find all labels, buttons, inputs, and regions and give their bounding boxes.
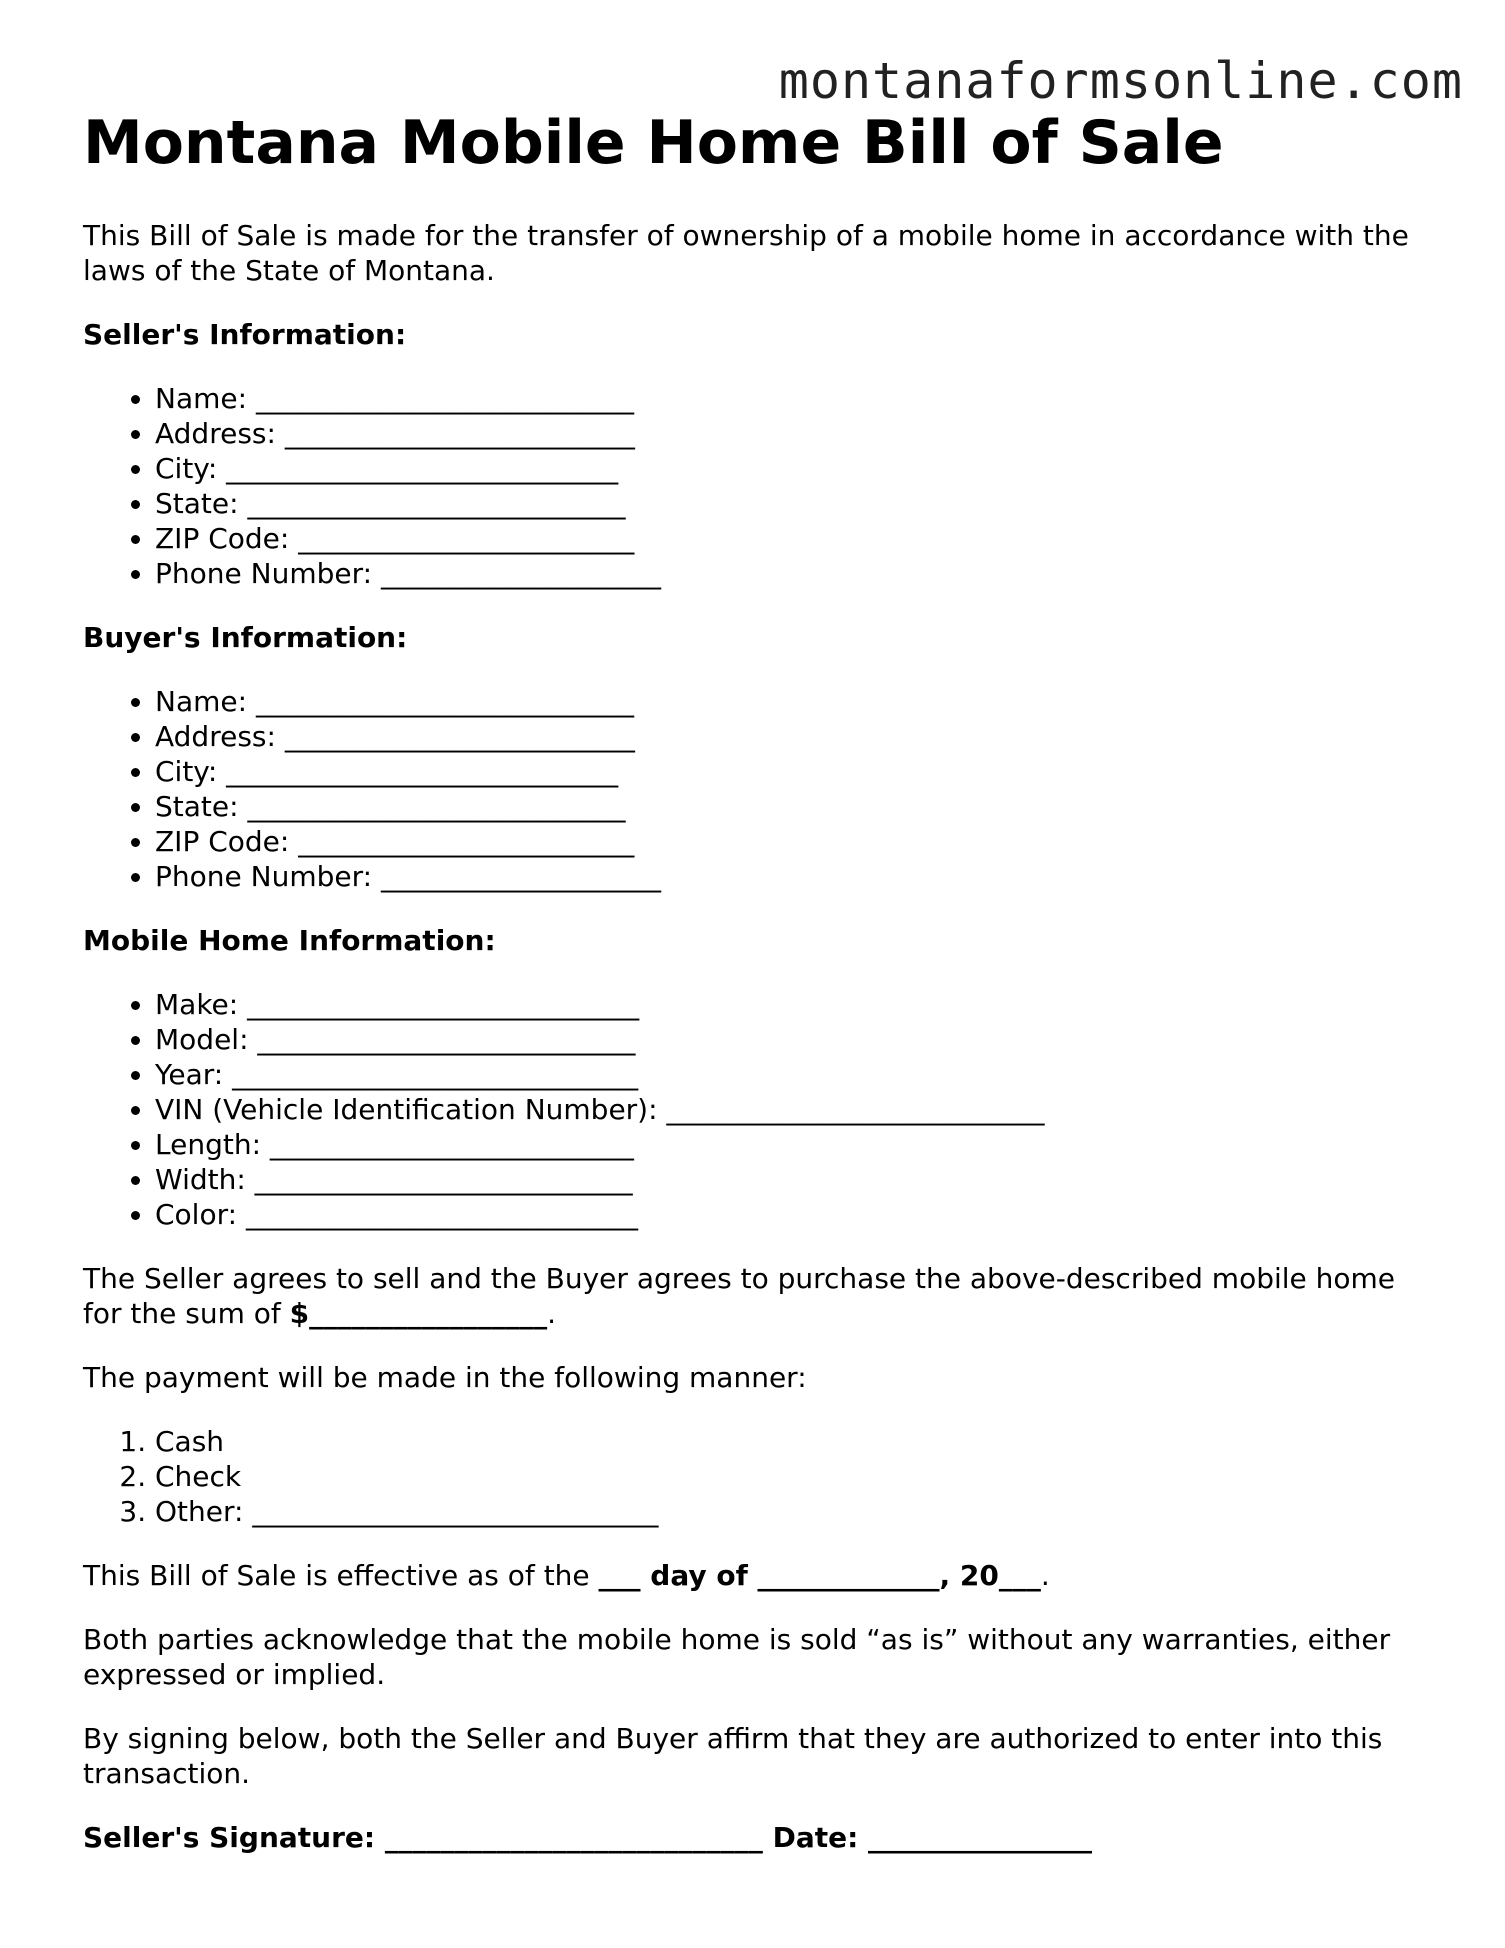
width-field: • Width: ___________________________ xyxy=(155,1162,1428,1197)
mobile-home-fields-list xyxy=(83,987,1428,1232)
seller-state-field: • State: ___________________________ xyxy=(155,486,1428,521)
watermark: montanaformsonline.com xyxy=(778,52,1463,110)
seller-heading: Seller's Information: xyxy=(83,318,407,351)
sale-paragraph xyxy=(83,1261,1428,1331)
intro-paragraph: This Bill of Sale is made for the transfer of ownership of a mobile home in accordance with the laws of the State of Montana. xyxy=(83,219,1409,287)
payment-option-other: 3. Other: _____________________________ xyxy=(155,1494,1428,1529)
seller-fields-list xyxy=(83,381,1428,591)
payment-intro: The payment will be made in the following manner: xyxy=(83,1361,807,1394)
sale-text: The Seller agrees to sell and the Buyer agrees to purchase the above-described mobile home for the sum of xyxy=(83,1262,1396,1330)
buyer-heading: Buyer's Information: xyxy=(83,621,408,654)
year-field: • Year: _____________________________ xyxy=(155,1057,1428,1092)
payment-options-list xyxy=(83,1424,1428,1529)
effective-end: . xyxy=(1040,1559,1050,1592)
seller-name-field: • Name: ___________________________ xyxy=(155,381,1428,416)
effective-date-paragraph xyxy=(83,1558,1428,1593)
sale-amount-blank: $_________________ xyxy=(289,1297,548,1330)
affirm-paragraph: By signing below, both the Seller and Buyer affirm that they are authorized to enter into this transaction. xyxy=(83,1722,1383,1790)
buyer-address-field: • Address: _________________________ xyxy=(155,719,1428,754)
payment-option-cash: 1. Cash xyxy=(155,1424,1428,1459)
vin-field: • VIN (Vehicle Identification Number): ___________________________ xyxy=(155,1092,1428,1127)
make-field: • Make: ____________________________ xyxy=(155,987,1428,1022)
buyer-phone-field: • Phone Number: ____________________ xyxy=(155,859,1428,894)
seller-signature-line: Seller's Signature: ___________________________ Date: ________________ xyxy=(83,1821,1093,1854)
mobile-home-heading: Mobile Home Information: xyxy=(83,924,496,957)
buyer-fields-list xyxy=(83,684,1428,894)
length-field: • Length: __________________________ xyxy=(155,1127,1428,1162)
effective-date-blank: ___ day of _____________, 20___ xyxy=(598,1559,1041,1592)
color-field: • Color: ____________________________ xyxy=(155,1197,1428,1232)
seller-zip-field: • ZIP Code: ________________________ xyxy=(155,521,1428,556)
model-field: • Model: ___________________________ xyxy=(155,1022,1428,1057)
sale-end: . xyxy=(547,1297,557,1330)
document-body xyxy=(83,218,1428,1884)
buyer-state-field: • State: ___________________________ xyxy=(155,789,1428,824)
seller-phone-field: • Phone Number: ____________________ xyxy=(155,556,1428,591)
buyer-zip-field: • ZIP Code: ________________________ xyxy=(155,824,1428,859)
page-title: Montana Mobile Home Bill of Sale xyxy=(83,108,1224,178)
seller-address-field: • Address: _________________________ xyxy=(155,416,1428,451)
as-is-paragraph: Both parties acknowledge that the mobile home is sold “as is” without any warranties, either expressed or implied. xyxy=(83,1623,1391,1691)
effective-text: This Bill of Sale is effective as of the xyxy=(83,1559,599,1592)
buyer-city-field: • City: ____________________________ xyxy=(155,754,1428,789)
payment-option-check: 2. Check xyxy=(155,1459,1428,1494)
seller-city-field: • City: ____________________________ xyxy=(155,451,1428,486)
buyer-name-field: • Name: ___________________________ xyxy=(155,684,1428,719)
